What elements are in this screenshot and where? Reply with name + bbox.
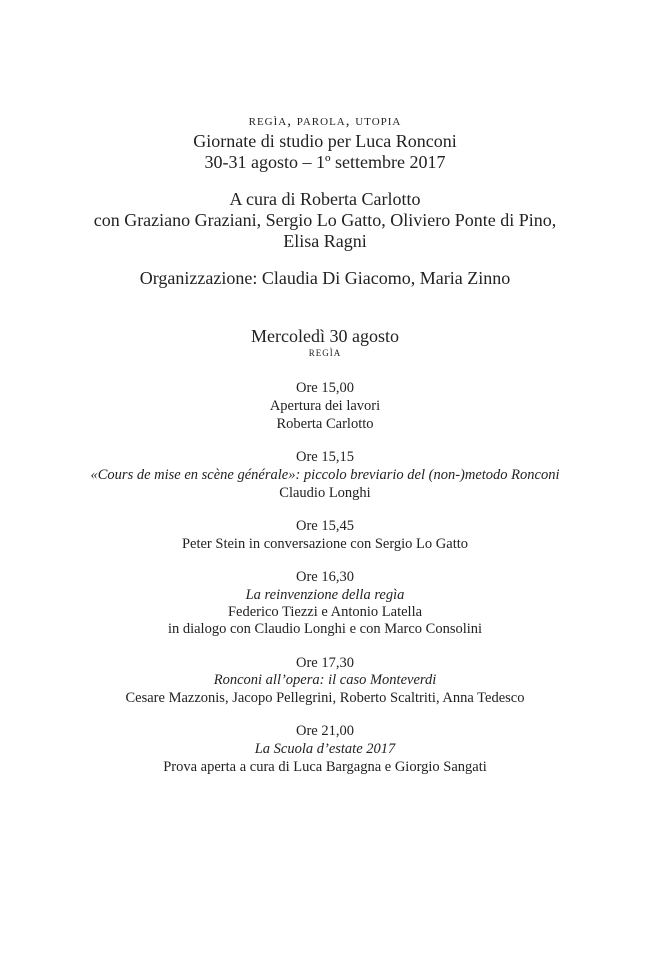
session-time: Ore 15,00: [296, 380, 354, 396]
session-time: Ore 15,45: [296, 518, 354, 534]
session-time: Ore 15,15: [296, 449, 354, 465]
session-title: Peter Stein in conversazione con Sergio Lo Gatto: [181, 536, 469, 552]
session-time: Ore 17,30: [296, 655, 354, 671]
series-title: regìa, parola, utopia: [248, 113, 402, 129]
session-speakers: Claudio Longhi: [279, 485, 371, 501]
collaborators-line-2: Elisa Ragni: [283, 231, 367, 251]
session-title: Apertura dei lavori: [269, 398, 381, 414]
day-theme: regìa: [308, 344, 342, 359]
session-title: Ronconi all’opera: il caso Monteverdi: [213, 672, 437, 688]
day-date: Mercoledì 30 agosto: [251, 326, 399, 346]
organization-line: Organizzazione: Claudia Di Giacomo, Maria Zinno: [139, 268, 511, 288]
session-title: La reinvenzione della regìa: [245, 587, 405, 603]
session-time: Ore 16,30: [296, 569, 354, 585]
curator-line: A cura di Roberta Carlotto: [229, 189, 421, 209]
session-speakers: Roberta Carlotto: [276, 416, 374, 432]
session-speakers-secondary: in dialogo con Claudio Longhi e con Marco Consolini: [167, 621, 483, 637]
event-dates: 30-31 agosto – 1º settembre 2017: [204, 152, 446, 172]
session-speakers: Cesare Mazzonis, Jacopo Pellegrini, Roberto Scaltriti, Anna Tedesco: [125, 690, 525, 706]
session-speakers: Federico Tiezzi e Antonio Latella: [227, 604, 423, 620]
collaborators-line-1: con Graziano Graziani, Sergio Lo Gatto, Oliviero Ponte di Pino,: [93, 210, 557, 230]
session-title: La Scuola d’estate 2017: [254, 741, 396, 757]
session-speakers: Prova aperta a cura di Luca Bargagna e Giorgio Sangati: [163, 759, 487, 775]
event-subtitle: Giornate di studio per Luca Ronconi: [193, 131, 457, 151]
session-title: «Cours de mise en scène générale»: piccolo breviario del (non-)metodo Ronconi: [90, 467, 560, 483]
session-time: Ore 21,00: [296, 723, 354, 739]
